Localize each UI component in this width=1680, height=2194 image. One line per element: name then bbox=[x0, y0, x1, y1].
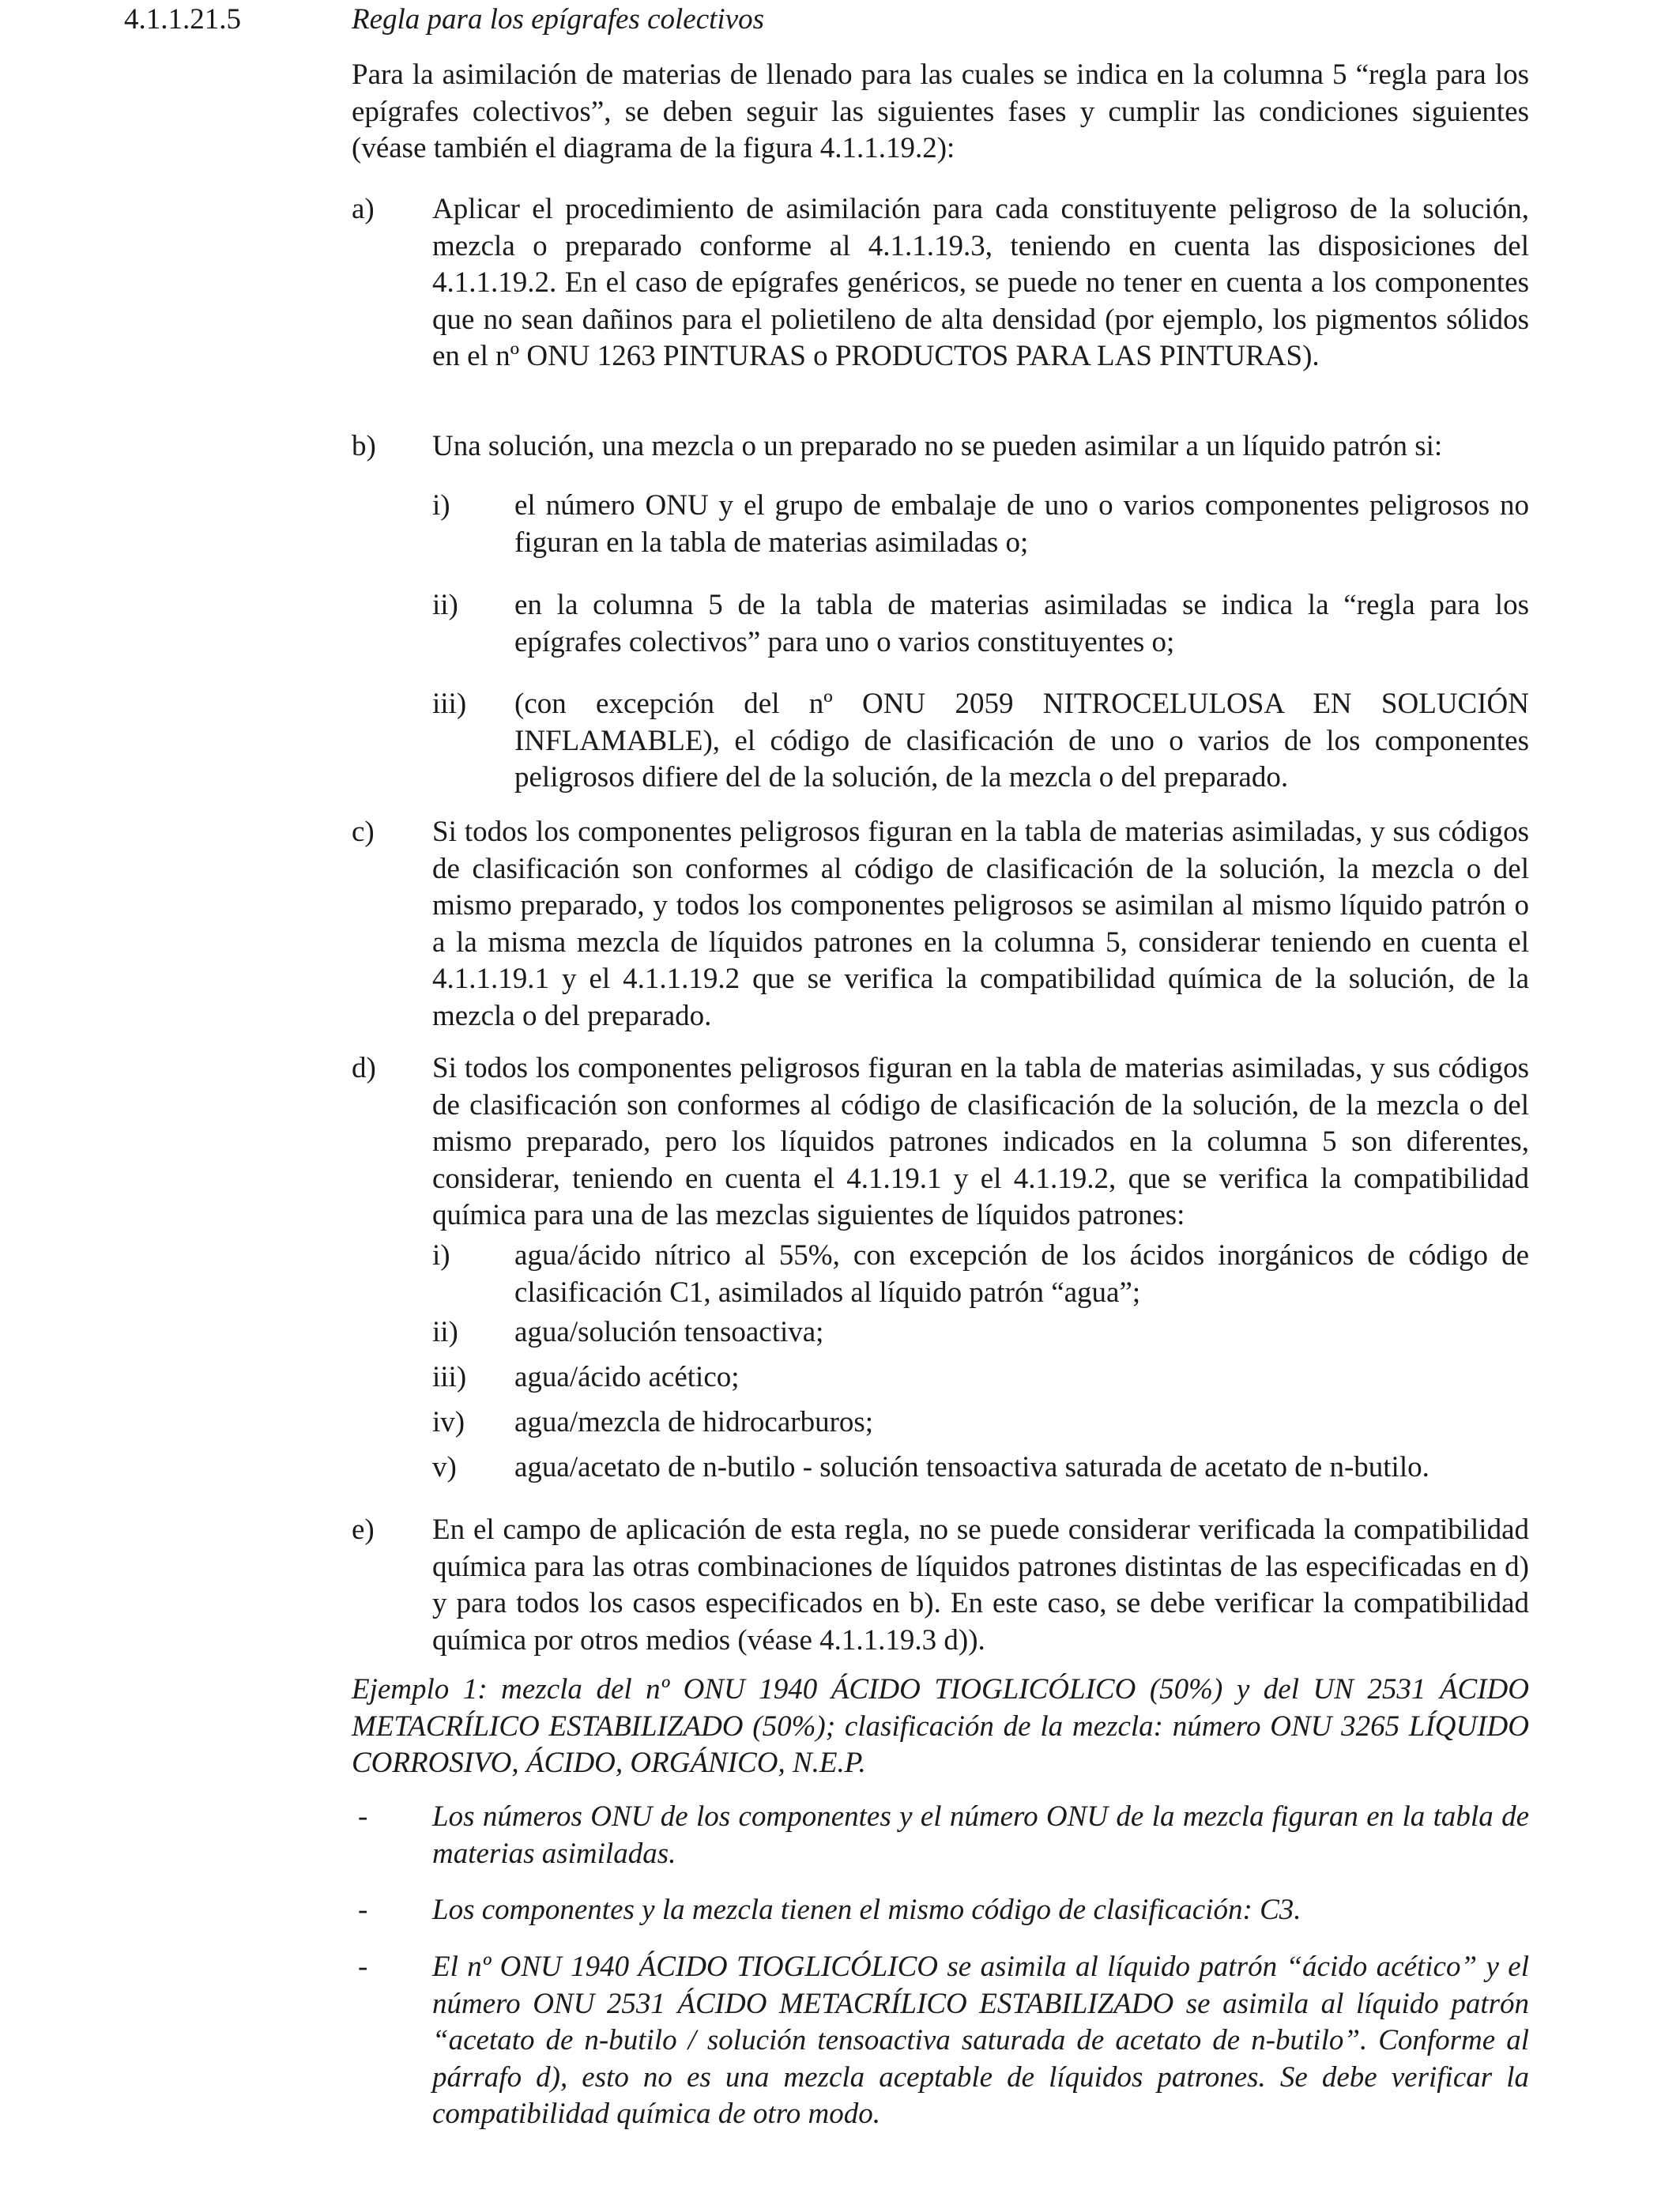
item-label: c) bbox=[352, 816, 375, 848]
intro-paragraph: Para la asimilación de materias de llenado para las cuales se indica en la columna 5 “regla para los epígrafes colectivos”, se deben seguir las siguientes fases y cumplir las condiciones siguientes (véase también el diagrama de la figura 4.1.1.19.2): bbox=[352, 58, 1529, 164]
sub-text: agua/solución tensoactiva; bbox=[514, 1316, 824, 1348]
sub-label: iv) bbox=[432, 1406, 465, 1438]
bullet-mark: - bbox=[358, 1894, 368, 1926]
bullet-text: Los números ONU de los componentes y el número ONU de la mezcla figuran en la tabla de materias asimiladas. bbox=[432, 1800, 1529, 1870]
sub-text: el número ONU y el grupo de embalaje de uno o varios componentes peligrosos no figuran en la tabla de materias asimiladas o; bbox=[514, 489, 1529, 559]
sub-label: iii) bbox=[432, 688, 467, 720]
sub-text: agua/ácido nítrico al 55%, con excepción de los ácidos inorgánicos de código de clasificación C1, asimilados al líquido patrón “agua”; bbox=[514, 1239, 1529, 1309]
bullet-mark: - bbox=[358, 1951, 368, 1983]
sub-text: agua/ácido acético; bbox=[514, 1361, 740, 1393]
sub-label: v) bbox=[432, 1451, 457, 1483]
section-title: Regla para los epígrafes colectivos bbox=[352, 3, 765, 36]
section-number: 4.1.1.21.5 bbox=[124, 3, 241, 36]
sub-text: en la columna 5 de la tabla de materias asimiladas se indica la “regla para los epígrafes colectivos” para uno o varios constituyentes o; bbox=[514, 589, 1529, 658]
sub-label: iii) bbox=[432, 1361, 467, 1393]
bullet-text: El nº ONU 1940 ÁCIDO TIOGLICÓLICO se asimila al líquido patrón “ácido acético” y el número ONU 2531 ÁCIDO METACRÍLICO ESTABILIZADO se asimila al líquido patrón “acetato de n-butilo / solución tensoactiva saturada de acetato de n-butilo”. Conforme al párrafo d), esto no es una mezcla aceptable de líquidos patrones. Se debe verificar la compatibilidad química de otro modo. bbox=[432, 1951, 1529, 2130]
item-label: b) bbox=[352, 430, 376, 462]
sub-text: agua/mezcla de hidrocarburos; bbox=[514, 1406, 874, 1438]
item-text: Si todos los componentes peligrosos figuran en la tabla de materias asimiladas, y sus códigos de clasificación son conformes al código de clasificación de la solución, de la mezcla o del mismo preparado, pero los líquidos patrones indicados en la columna 5 son diferentes, considerar, teniendo en cuenta el 4.1.19.1 y el 4.1.19.2, que se verifica la compatibilidad química para una de las mezclas siguientes de líquidos patrones: bbox=[432, 1052, 1529, 1231]
item-text: En el campo de aplicación de esta regla, no se puede considerar verificada la compatibilidad química para las otras combinaciones de líquidos patrones distintas de las especificadas en d) y para todos los casos especificados en b). En este caso, se debe verificar la compatibilidad química por otros medios (véase 4.1.1.19.3 d)). bbox=[432, 1514, 1529, 1657]
item-text: Si todos los componentes peligrosos figuran en la tabla de materias asimiladas, y sus códigos de clasificación son conformes al código de clasificación de la solución, la mezcla o del mismo preparado, y todos los componentes peligrosos se asimilan al mismo líquido patrón o a la misma mezcla de líquidos patrones en la columna 5, considerar teniendo en cuenta el 4.1.1.19.1 y el 4.1.1.19.2 que se verifica la compatibilidad química de la solución, de la mezcla o del preparado. bbox=[432, 816, 1529, 1032]
sub-label: ii) bbox=[432, 1316, 458, 1348]
item-text: Una solución, una mezcla o un preparado no se pueden asimilar a un líquido patrón si: bbox=[432, 430, 1443, 462]
bullet-mark: - bbox=[358, 1800, 368, 1833]
item-label: e) bbox=[352, 1514, 375, 1546]
bullet-text: Los componentes y la mezcla tienen el mismo código de clasificación: C3. bbox=[432, 1894, 1301, 1926]
sub-label: i) bbox=[432, 489, 450, 522]
sub-text: agua/acetato de n-butilo - solución tensoactiva saturada de acetato de n-butilo. bbox=[514, 1451, 1430, 1483]
sub-text: (con excepción del nº ONU 2059 NITROCELULOSA EN SOLUCIÓN INFLAMABLE), el código de clasificación de uno o varios de los componentes peligrosos difiere del de la solución, de la mezcla o del preparado. bbox=[514, 688, 1529, 794]
item-label: d) bbox=[352, 1052, 376, 1084]
example-paragraph: Ejemplo 1: mezcla del nº ONU 1940 ÁCIDO TIOGLICÓLICO (50%) y del UN 2531 ÁCIDO METACRÍLICO ESTABILIZADO (50%); clasificación de la mezcla: número ONU 3265 LÍQUIDO CORROSIVO, ÁCIDO, ORGÁNICO, N.E.P. bbox=[352, 1673, 1529, 1779]
item-text: Aplicar el procedimiento de asimilación para cada constituyente peligroso de la solución, mezcla o preparado conforme al 4.1.1.19.3, teniendo en cuenta las disposiciones del 4.1.1.19.2. En el caso de epígrafes genéricos, se puede no tener en cuenta a los componentes que no sean dañinos para el polietileno de alta densidad (por ejemplo, los pigmentos sólidos en el nº ONU 1263 PINTURAS o PRODUCTOS PARA LAS PINTURAS). bbox=[432, 193, 1529, 372]
sub-label: ii) bbox=[432, 589, 458, 621]
sub-label: i) bbox=[432, 1239, 450, 1272]
item-label: a) bbox=[352, 193, 375, 225]
